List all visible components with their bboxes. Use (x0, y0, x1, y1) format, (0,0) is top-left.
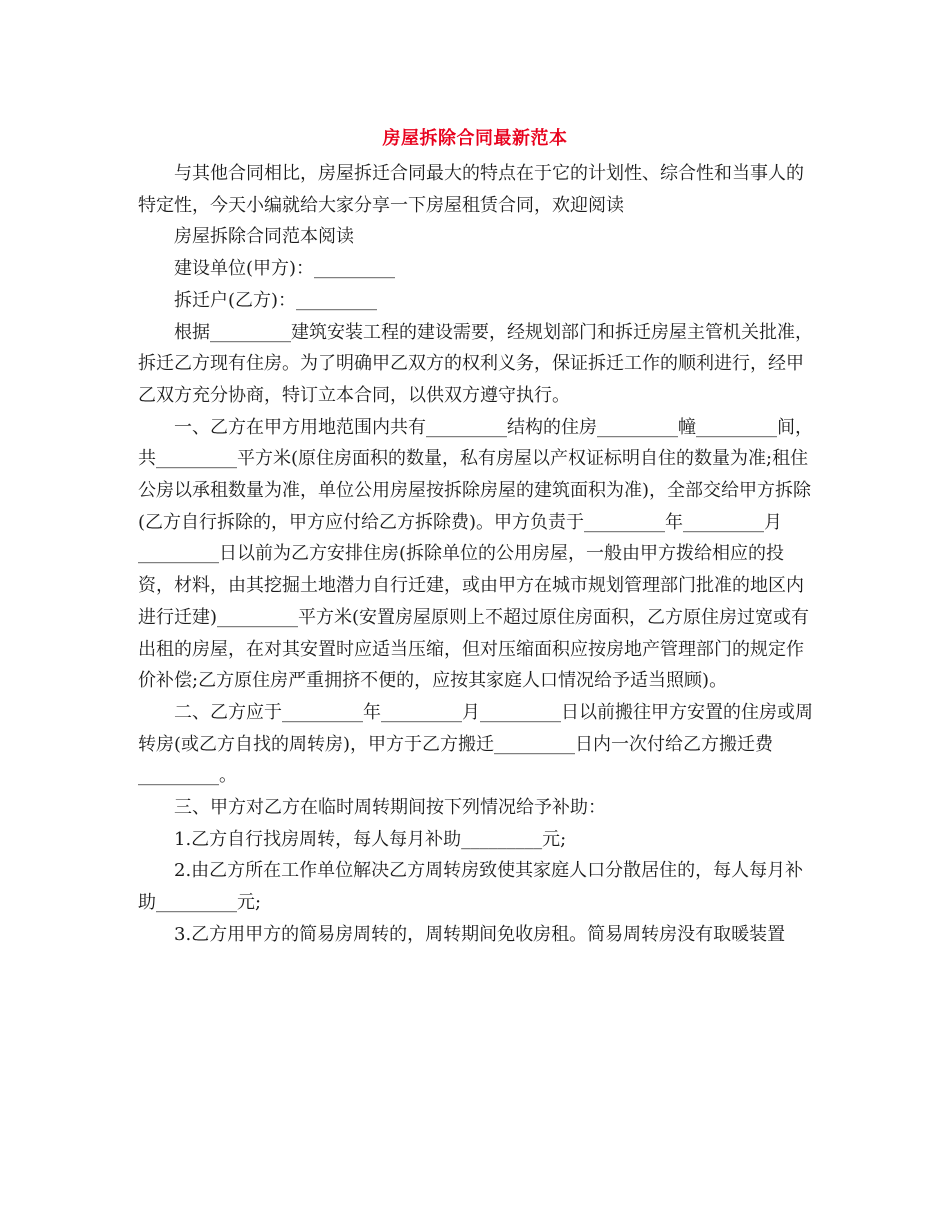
preamble-paragraph: 根据_________建筑安装工程的建设需要，经规划部门和拆迁房屋主管机关批准，拆迁乙方现有住房。为了明确甲乙双方的权利义务，保证拆迁工作的顺利进行，经甲乙双方充分协商，特订立本合同，以供双方遵守执行。 (138, 321, 813, 406)
party-b-line: 拆迁户(乙方)：_________ (174, 289, 378, 311)
subtitle-line: 房屋拆除合同范本阅读 (174, 226, 354, 248)
clause-3-item-1: 1.乙方自行找房周转，每人每月补助_________元; (174, 828, 567, 850)
document-title: 房屋拆除合同最新范本 (382, 128, 568, 149)
clause-3-item-3: 3.乙方用甲方的简易房周转的，周转期间免收房租。简易周转房没有取暖装置 (174, 923, 786, 945)
clause-1-paragraph: 一、乙方在甲方用地范围内共有_________结构的住房_________幢_________间，共_________平方米(原住房面积的数量，私有房屋以产权证标明自住的数量为准;租住公房以承租数量为准，单位公用房屋按拆除房屋的建筑面积为准)，全部交给甲方拆除(乙方自行拆除的，甲方应付给乙方拆除费)。甲方负责于_________年_________月_________日以前为乙方安排住房(拆除单位的公用房屋，一般由甲方拨给相应的投资，材料，由其挖掘土地潜力自行迁建，或由甲方在城市规划管理部门批准的地区内进行迁建)_________平方米(安置房屋原则上不超过原住房面积，乙方原住房过宽或有出租的房屋，在对其安置时应适当压缩，但对压缩面积应按房地产管理部门的规定作价补偿;乙方原住房严重拥挤不便的，应按其家庭人口情况给予适当照顾)。 (138, 416, 813, 692)
clause-3-item-2: 2.由乙方所在工作单位解决乙方周转房致使其家庭人口分散居住的，每人每月补助_________元; (138, 860, 804, 914)
intro-paragraph: 与其他合同相比，房屋拆迁合同最大的特点在于它的计划性、综合性和当事人的特定性，今天小编就给大家分享一下房屋租赁合同，欢迎阅读 (138, 163, 804, 216)
document-body (138, 158, 814, 951)
clause-2-paragraph: 二、乙方应于_________年_________月_________日以前搬往甲方安置的住房或周转房(或乙方自找的周转房)，甲方于乙方搬迁_________日内一次付给乙方搬迁费_________。 (138, 701, 813, 787)
clause-3-paragraph: 三、甲方对乙方在临时周转期间按下列情况给予补助： (174, 797, 606, 819)
party-a-line: 建设单位(甲方)：_________ (174, 258, 396, 280)
